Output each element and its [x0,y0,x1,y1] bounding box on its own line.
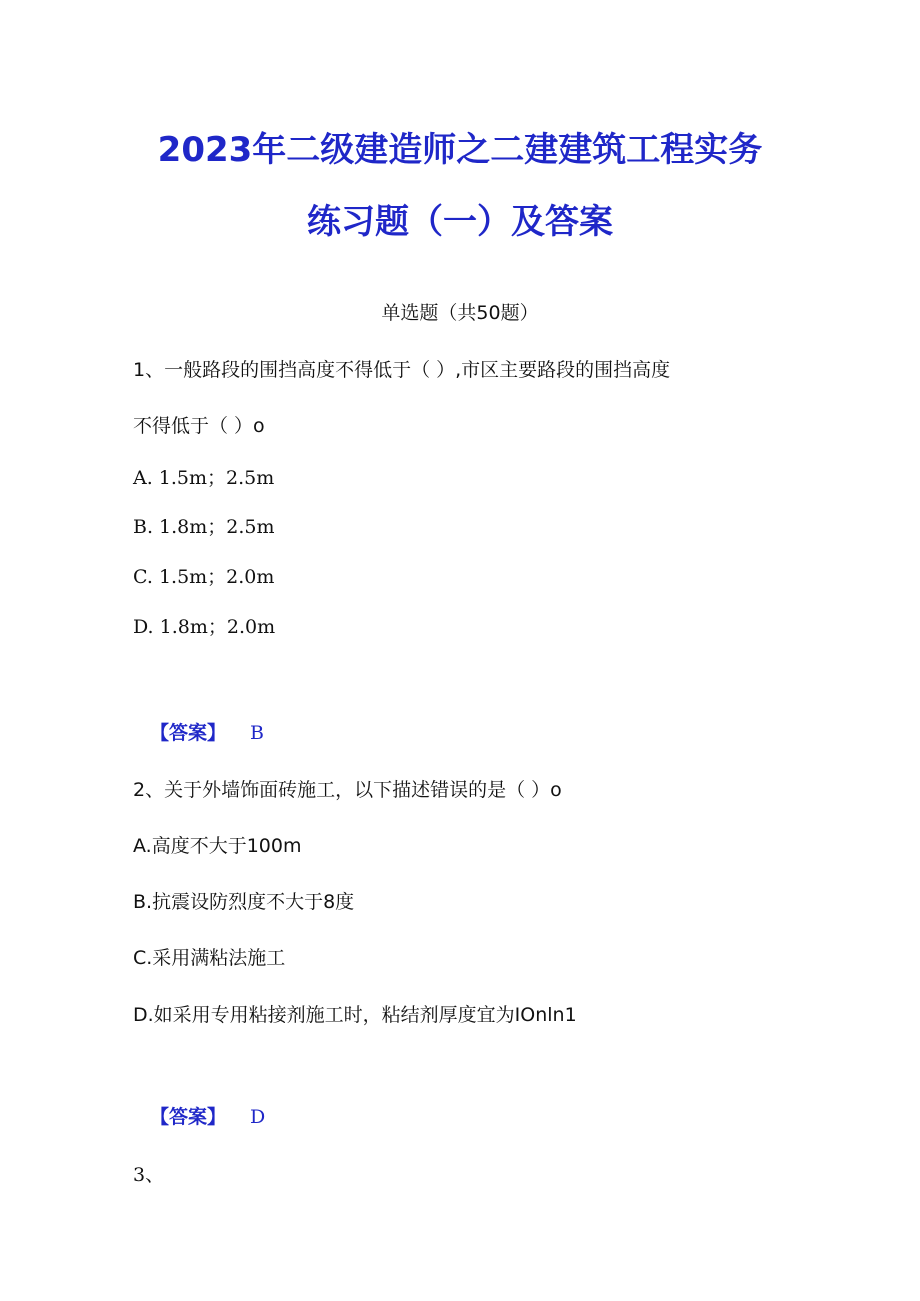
question-1-stem-line1: 1、一般路段的围挡高度不得低于（ ）,市区主要路段的围挡高度 [133,359,671,381]
document-title-line1: 2023年二级建造师之二建建筑工程实务 [157,130,763,170]
question-1-option-d: D. 1.8m；2.0m [133,616,276,638]
answer-label: 【答案】 [150,1106,227,1128]
question-1-option-b: B. 1.8m；2.5m [133,516,275,538]
question-1-answer [150,720,264,746]
question-2-answer [150,1104,265,1130]
question-1-stem-line2: 不得低于（ ）o [133,415,265,437]
question-1-option-a: A. 1.5m；2.5m [133,467,275,489]
question-3-stem: 3、 [133,1164,165,1186]
section-heading: 单选题（共50题） [381,302,539,324]
question-2-option-d: D.如采用专用粘接剂施工时，粘结剂厚度宜为IOnln1 [133,1004,577,1026]
question-2-option-a: A.高度不大于100m [133,835,302,857]
question-2-stem: 2、关于外墙饰面砖施工，以下描述错误的是（ ）o [133,779,562,801]
answer-label: 【答案】 [150,722,227,744]
question-2-option-b: B.抗震设防烈度不大于8度 [133,891,355,913]
question-1-option-c: C. 1.5m；2.0m [133,566,275,588]
document-title-line2: 练习题（一）及答案 [307,202,613,242]
answer-value: D [250,1106,266,1128]
answer-value: B [250,722,264,744]
question-2-option-c: C.采用满粘法施工 [133,947,286,969]
